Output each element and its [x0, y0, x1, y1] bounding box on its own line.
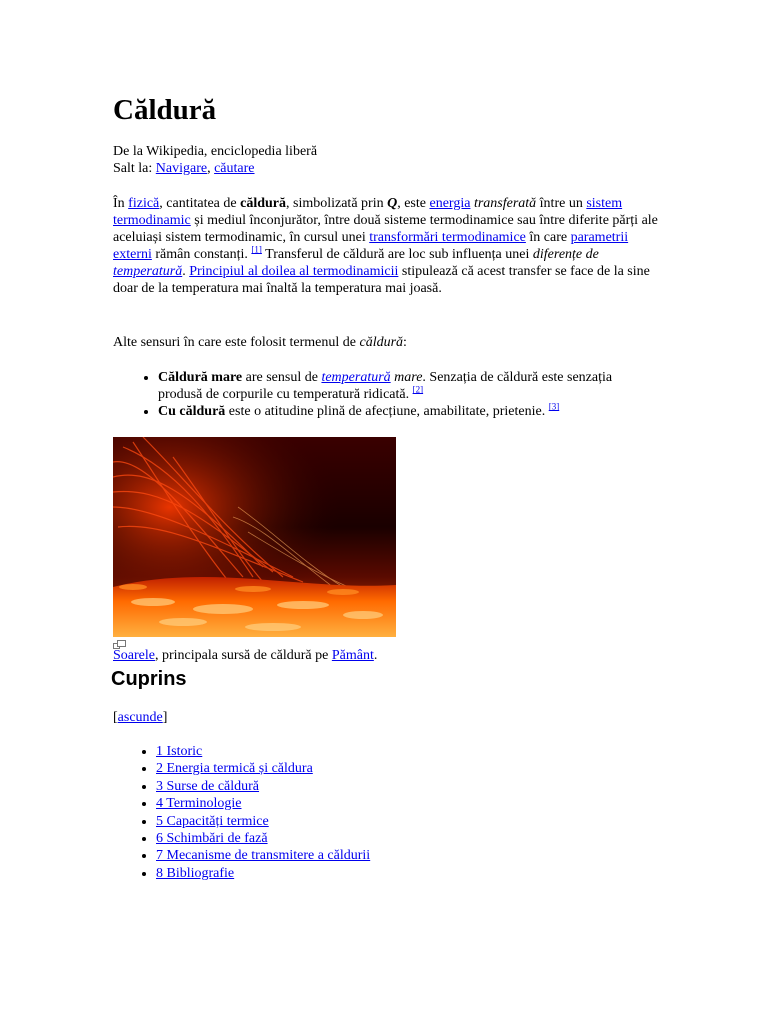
link-energia[interactable]: energia — [429, 196, 471, 211]
toc-toggle — [113, 709, 167, 726]
toc-link-terminologie[interactable]: 4 Terminologie — [156, 796, 242, 812]
subtitle-block — [113, 143, 317, 177]
navigation-link[interactable]: Navigare — [155, 161, 208, 176]
toc-link-energia-termica[interactable]: 2 Energia termică și căldura — [156, 761, 313, 777]
toc-item — [156, 760, 370, 777]
list-item — [158, 403, 658, 420]
source-line: De la Wikipedia, enciclopedia liberă — [113, 144, 318, 159]
intro-text: În — [113, 196, 129, 211]
toc-link-surse[interactable]: 3 Surse de căldură — [156, 778, 260, 794]
link-sistem-termodinamic[interactable]: sistem termodinamic — [113, 196, 623, 228]
toc-item — [156, 743, 370, 760]
intro-text: , simbolizată prin — [286, 196, 388, 211]
toc-item — [156, 830, 370, 847]
caption-text: , principala sursă de căldură pe — [154, 648, 332, 663]
toc-link-bibliografie[interactable]: 8 Bibliografie — [156, 865, 235, 881]
intro-paragraph — [113, 195, 658, 297]
image-caption — [113, 647, 377, 664]
term-transferata: transferată — [473, 196, 537, 211]
intro-text: . — [182, 264, 190, 279]
toc-link-schimbari[interactable]: 6 Schimbări de fază — [156, 830, 268, 846]
toc-item — [156, 847, 370, 864]
toc-hide-link[interactable]: ascunde — [117, 710, 163, 725]
sense-term: Cu căldură — [158, 404, 226, 419]
toggle-bracket-close: ] — [162, 710, 168, 725]
link-transformari-termodinamice[interactable]: transformări termodinamice — [369, 230, 526, 245]
sense-text: are sensul de — [242, 370, 322, 385]
reference-1[interactable]: [1] — [251, 244, 262, 255]
intro-text: în care — [525, 230, 571, 245]
link-parametrii-externi[interactable]: parametrii externi — [113, 230, 629, 262]
intro-text: stipulează că acest transfer se face de la sine doar de la temperatura mai înaltă la temperatura mai joasă. — [113, 264, 650, 296]
senses-intro-text: Alte sensuri în care este folosit termenul de — [113, 335, 360, 350]
toc-link-istoric[interactable]: 1 Istoric — [156, 744, 203, 759]
toc-list — [113, 743, 370, 882]
enlarge-icon[interactable] — [113, 637, 126, 646]
sense-text: este o atitudine plină de afecțiune, amabilitate, prietenie. — [225, 404, 549, 419]
toc-link-capacitati[interactable]: 5 Capacități termice — [156, 813, 269, 829]
senses-intro — [113, 334, 407, 351]
link-pamant[interactable]: Pământ — [331, 648, 374, 663]
sense-text: mare — [390, 370, 423, 385]
toc-item — [156, 778, 370, 795]
intro-text: Transferul de căldură are loc sub influența unei — [261, 247, 533, 262]
senses-list — [113, 369, 658, 420]
link-temperatura[interactable]: temperatură — [113, 264, 183, 279]
list-item — [158, 369, 658, 403]
toggle-bracket-open: [ — [113, 710, 118, 725]
sense-term: Căldură mare — [158, 370, 243, 385]
link-soarele[interactable]: Soarele — [113, 648, 155, 663]
symbol-q: Q — [387, 196, 398, 211]
reference-2[interactable]: [2] — [412, 384, 424, 395]
sense-text: . Senzația de căldură este senzația produsă de corpurile cu temperatură ridicată. — [158, 370, 613, 402]
intro-text: rămân constanți. — [151, 247, 252, 262]
senses-intro-end: : — [403, 335, 407, 350]
intro-text: între un — [536, 196, 587, 211]
jump-prefix: Salt la: — [113, 161, 153, 176]
intro-text: și mediul înconjurător, între două sisteme termodinamice sau între diferite părți ale aceluiași sistem termodinamic, în cursul unei — [113, 213, 658, 245]
caption-end: . — [373, 648, 378, 663]
intro-text: , este — [397, 196, 430, 211]
intro-text: , cantitatea de — [159, 196, 241, 211]
jump-separator: , — [207, 161, 211, 176]
toc-link-mecanisme[interactable]: 7 Mecanisme de transmitere a căldurii — [156, 848, 371, 864]
link-principiul-doi[interactable]: Principiul al doilea al termodinamicii — [189, 264, 399, 279]
term-caldura: căldură — [240, 196, 286, 211]
toc-item — [156, 865, 370, 882]
term-diferente: diferențe de — [532, 247, 599, 262]
toc-item — [156, 813, 370, 830]
jump-line — [113, 160, 317, 177]
reference-3[interactable]: [3] — [548, 401, 560, 412]
toc-item — [156, 795, 370, 812]
page-title: Căldură — [113, 94, 217, 126]
toc-heading: Cuprins — [111, 668, 187, 690]
sun-image[interactable] — [113, 437, 396, 637]
senses-intro-term: căldură — [359, 335, 404, 350]
search-link[interactable]: căutare — [214, 161, 255, 176]
link-fizica[interactable]: fizică — [128, 196, 160, 211]
link-temperatura-sense[interactable]: temperatură — [321, 370, 391, 385]
